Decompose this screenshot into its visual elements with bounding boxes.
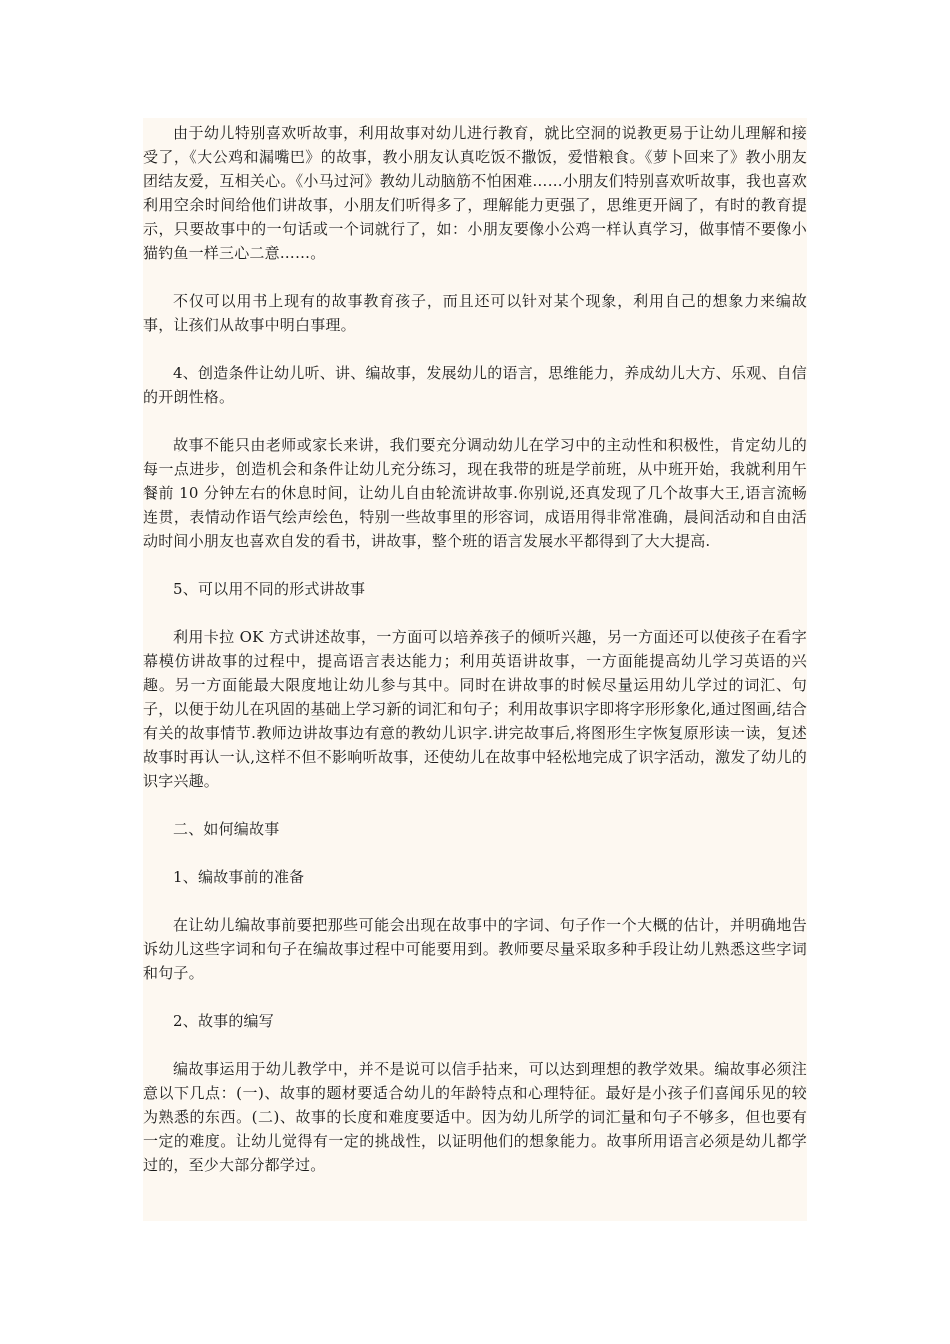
paragraph-writing: 编故事运用于幼儿教学中，并不是说可以信手拈来，可以达到理想的教学效果。编故事必须注意以下几点：(一)、故事的题材要适合幼儿的年龄特点和心理特征。最好是小孩子们喜闻乐见的较为熟悉的东西。(二)、故事的长度和难度要适中。因为幼儿所学的词汇量和句子不够多，但也要有一定的难度。让幼儿觉得有一定的挑战性，以证明他们的想象能力。故事所用语言必须是幼儿都学过的，至少大部分都学过。	[143, 1060, 807, 1174]
paragraph-storytelling-kids: 故事不能只由老师或家长来讲，我们要充分调动幼儿在学习中的主动性和积极性，肯定幼儿的每一点进步，创造机会和条件让幼儿充分练习，现在我带的班是学前班，从中班开始，我就利用午餐前 10 分钟左右的休息时间，让幼儿自由轮流讲故事.你别说,还真发现了几个故事大王,语言流畅连贯，表情动作语气绘声绘色，特别一些故事里的形容词，成语用得非常准确，晨间活动和自由活动时间小朋友也喜欢自发的看书，讲故事，整个班的语言发展水平都得到了大大提高.	[143, 436, 807, 550]
section-heading-part-two: 二、如何编故事	[173, 820, 280, 838]
paragraph-different-forms: 利用卡拉 OK 方式讲述故事，一方面可以培养孩子的倾听兴趣，另一方面还可以使孩子在看字幕模仿讲故事的过程中，提高语言表达能力；利用英语讲故事，一方面能提高幼儿学习英语的兴趣。另一方面能最大限度地让幼儿参与其中。同时在讲故事的时候尽量运用幼儿学过的词汇、句子，以便于幼儿在巩固的基础上学习新的词汇和句子；利用故事识字即将字形形象化,通过图画,结合有关的故事情节.教师边讲故事边有意的教幼儿识字.讲完故事后,将图形生字恢复原形读一读，复述故事时再认一认,这样不但不影响听故事，还使幼儿在故事中轻松地完成了识字活动，激发了幼儿的识字兴趣。	[143, 628, 807, 790]
paragraph-imagination: 不仅可以用书上现有的故事教育孩子，而且还可以针对某个现象，利用自己的想象力来编故事，让孩们从故事中明白事理。	[143, 292, 807, 334]
document-body	[143, 118, 807, 1221]
paragraph-story-education: 由于幼儿特别喜欢听故事，利用故事对幼儿进行教育，就比空洞的说教更易于让幼儿理解和接受了，《大公鸡和漏嘴巴》的故事，教小朋友认真吃饭不撒饭，爱惜粮食。《萝卜回来了》教小朋友团结友爱，互相关心。《小马过河》教幼儿动脑筋不怕困难……小朋友们特别喜欢听故事，我也喜欢利用空余时间给他们讲故事，小朋友们听得多了，理解能力更强了，思维更开阔了，有时的教育提示，只要故事中的一句话或一个词就行了，如：小朋友要像小公鸡一样认真学习，做事情不要像小猫钓鱼一样三心二意……。	[143, 124, 807, 262]
section-heading-writing: 2、故事的编写	[173, 1012, 274, 1030]
section-heading-5: 5、可以用不同的形式讲故事	[173, 580, 366, 598]
section-heading-4: 4、创造条件让幼儿听、讲、编故事，发展幼儿的语言，思维能力，养成幼儿大方、乐观、自信的开朗性格。	[143, 364, 807, 406]
section-heading-preparation: 1、编故事前的准备	[173, 868, 305, 886]
paragraph-preparation: 在让幼儿编故事前要把那些可能会出现在故事中的字词、句子作一个大概的估计，并明确地告诉幼儿这些字词和句子在编故事过程中可能要用到。教师要尽量采取多种手段让幼儿熟悉这些字词和句子。	[143, 916, 807, 982]
